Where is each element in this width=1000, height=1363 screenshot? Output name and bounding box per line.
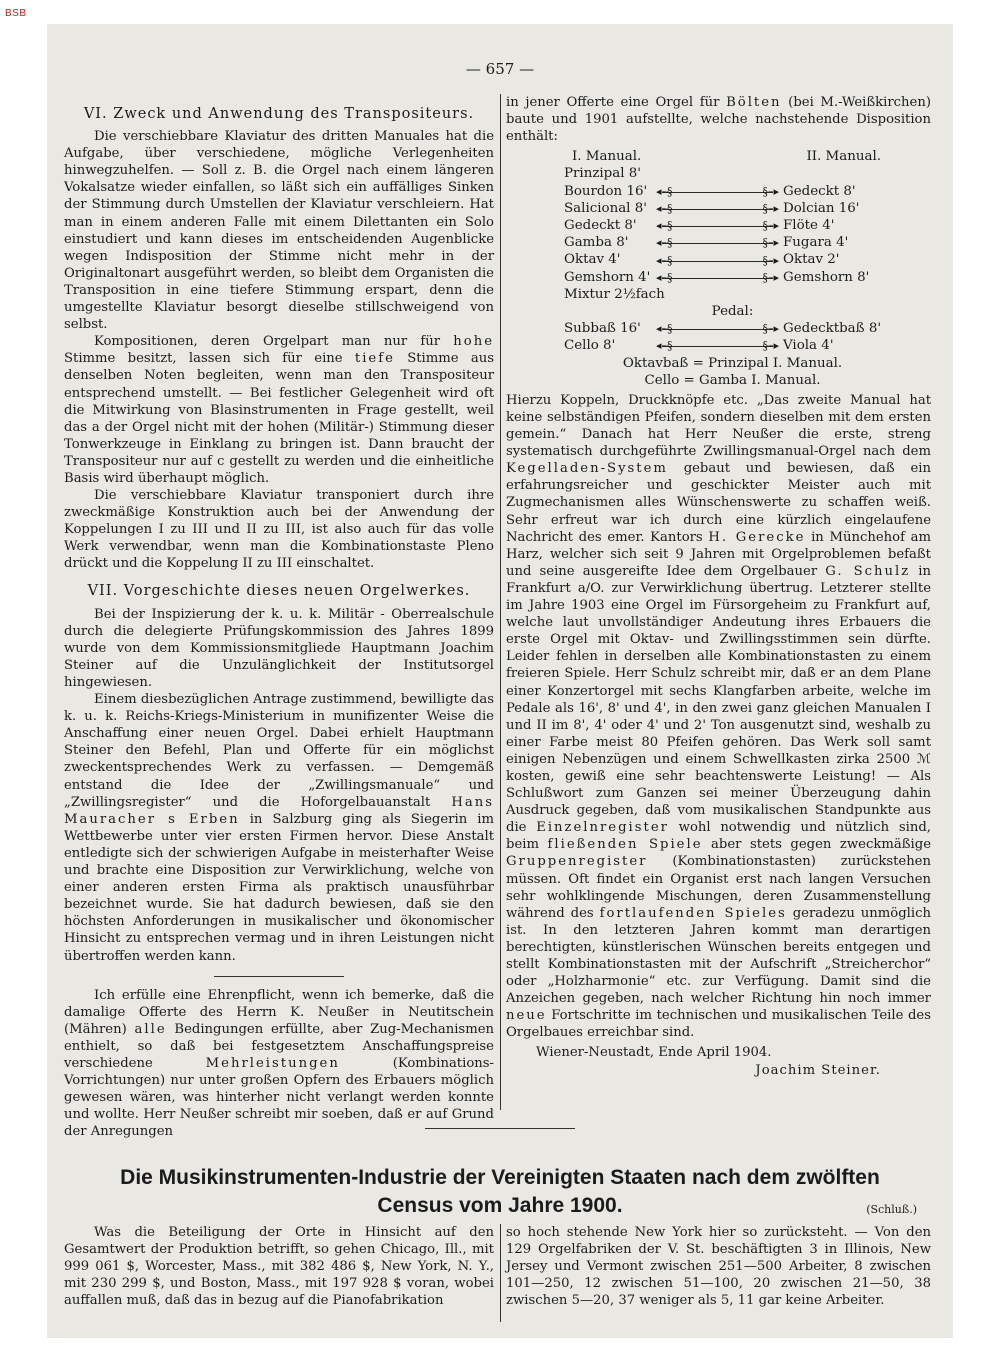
- emph-alle: alle: [134, 1021, 167, 1037]
- article2-left-column: [64, 1224, 494, 1309]
- stop-pair: Bourdon 16' ◂–§ §–▸ Gedeckt 8': [564, 183, 856, 199]
- firm-name: Hans Mauracher s Erben: [64, 794, 494, 827]
- stop-pair: Subbaß 16' ◂–§ §–▸ Gedecktbaß 8': [564, 321, 882, 337]
- paragraph: Hierzu Koppeln, Druckknöpfe etc. „Das zweite Manual hat keine selbständigen Pfeifen, sondern dieselben mit dem ersten gemein.“ Danach hat Herr Neußer die erste, streng systematisch durchgeführte Zwillingsmanual-Orgel nach dem Kegelladen-System gebaut und bewiesen, daß ein erfahrungsreicher und geschickter Meister auch mit Zugmechanismen alles Wünschenswerte zu schaffen weiß. Sehr erfreut war ich durch eine kürzlich eingelaufene Nachricht des emer. Kantors H. Gerecke in Münchehof am Harz, welcher sich seit 9 Jahren mit Orgelproblemen befaßt und seine ausgereifte Idee dem Orgelbauer G. Schulz in Frankfurt a/O. zur Verwirklichung übertrug. Letzterer stellte im Jahre 1903 eine Orgel im Fürsorgeheim zu Frankfurt auf, welche laut unvollständiger Andeutung ihres Erbauers die erste Orgel mit Oktav- und Zwillingsstimmen sein dürfte. Leider fehlen in derselben alle Kombinationstasten zu einem freieren Spiele. Herr Schulz schreibt mir, daß er an dem Plane einer Konzertorgel mit sechs Klangfarben arbeite, welche im Pedale als 16', 8' und 4', in den zwei ganz gleichen Manualen I und II im 8', 4' oder 4' und 2' Ton ausgenutzt sind, weshalb zu einer Farbe meist 80 Pfeifen gehören. Das Werk soll samt einigen Nebenzügen und einem Schwellkasten zirka 2500 ℳ kosten, gewiß eine sehr beachtenswerte Leistung! — Als Schlußwort zum Ganzen sei meiner Überzeugung dahin Ausdruck gegeben, daß vom musikalischen Standpunkte aus die Einzelnregister wohl notwendig und nützlich sind, beim fließenden Spiele aber stets gegen zweckmäßige Gruppenregister (Kombinationstasten) zurückstehen müssen. Oft findet ein Organist erst nach langen Versuchen sehr wohlklingende Mischungen, deren Zusammenstellung während des fortlaufenden Spieles geradezu unmöglich ist. In den letzteren Jahren kommt man derartigen berechtigten, künstlerischen Wünschen bereits entgegen und stellt Kombinationstasten mit der Aufschrift „Streicherchor“ oder „Holzharmonie“ etc. zur Verfügung. Damit sind die Anzeichen gegeben, nach welcher Richtung hin noch immer neue Fortschritte im technischen und musikalischen Teile des Orgelbaues erreichbar sind.: [506, 392, 931, 1041]
- library-stamp: BSB: [5, 8, 27, 19]
- paragraph: Kompositionen, deren Orgelpart man nur für hohe Stimme besitzt, lassen sich für eine tiefe Stimme aus denselben Noten begleiten, wenn man den Transpositeur entsprechend umstellt. — Bei festlicher Gelegenheit wird oft die Mitwirkung von Blasinstrumenten in Frage gestellt, weil das a der Orgel nicht mit der hohen (Militär-) Stimmung dieser Tonwerkzeuge in Einklang zu bringen ist. Dann braucht der Transpositeur nur auf c gestellt zu werden und die einheitliche Basis wird überhaupt möglich.: [64, 334, 494, 486]
- paragraph: so hoch stehende New York hier so zurücksteht. — Von den 129 Orgelfabriken der V. St. beschäftigten 3 in Illinois, New Jersey und Vermont zwischen 251—500 Arbeiter, 8 zwischen 101—250, 12 zwischen 51—100, 20 zwischen 21—50, 38 zwischen 5—20, 37 weniger als 5, 11 gar keine Arbeiter.: [506, 1225, 931, 1309]
- equivalence-1: Oktavbaß = Prinzipal I. Manual.: [622, 355, 843, 371]
- emph-tiefe: tiefe: [354, 351, 395, 367]
- paragraph: Einem diesbezüglichen Antrage zustimmend, bewilligte das k. u. k. Reichs-Kriegs-Ministerium in munifizenter Weise die Anschaffung einer neuen Orgel. Dabei erhielt Hauptmann Steiner den Befehl, Plan und Offerte für ein möglichst zweckentsprechendes Werk zu verfassen. — Demgemäß entstand die Idee der „Zwillingsmanuale“ und „Zwillingsregister“ und die Hoforgelbauanstalt Hans Mauracher s Erben in Salzburg ging als Siegerin im Wettbewerbe unter vier ersten Firmen hervor. Diese Anstalt entledigte sich der schwierigen Aufgabe in meisterhafter Weise und brachte eine Disposition zur Verwirklichung, welche von einer anderen ersten Firma als praktisch unausführbar bezeichnet wurde. Sie hat dadurch bewiesen, daß sie den höchsten Anforderungen in musikalischer und ökonomischer Hinsicht zu entsprechen vermag und in ihren Leistungen nicht übertroffen werden kann.: [64, 692, 494, 964]
- manual-i-title: I. Manual.: [572, 149, 642, 165]
- paragraph: Bei der Inspizierung der k. u. k. Militär - Oberrealschule durch die delegierte Prüfungskommission des Jahres 1899 wurde von dem Kommissionsmitgliede Hauptmann Joachim Steiner auf die Unzulänglichkeit der Institutsorgel hingewiesen.: [64, 606, 494, 690]
- stop-pair: Gedeckt 8' ◂–§ §–▸ Flöte 4': [564, 218, 835, 234]
- equivalence-2: Cello = Gamba I. Manual.: [644, 372, 821, 388]
- schluss-note: (Schluß.): [866, 1203, 917, 1216]
- paragraph: Was die Beteiligung der Orte in Hinsicht auf den Gesamtwert der Produktion betrifft, so gehen Chicago, Ill., mit 999 061 $, Worcester, Mass., mit 382 486 $, New York, N. Y., mit 230 299 $, und Boston, Mass., mit 197 928 $ voran, wobei auffallen muß, daß das in bezug auf die Pianofabrikation: [64, 1225, 494, 1309]
- paragraph: Die verschiebbare Klaviatur transponiert durch ihre zweckmäßige Konstruktion auch bei der Anwendung der Koppelungen I zu III und II zu III, ist also auch für das volle Werk verwendbar, wenn man die Kombinationstaste Pleno drückt und die Koppelung II zu III einschaltet.: [64, 488, 494, 572]
- coupling-arrow: ◂–§ §–▸: [656, 270, 779, 284]
- stop-prinzipal: Prinzipal 8': [564, 166, 641, 182]
- section-divider: [425, 1128, 575, 1129]
- coupling-arrow: ◂–§ §–▸: [656, 236, 779, 250]
- place-boelten: Bölten: [726, 95, 782, 110]
- coupling-arrow: ◂–§ §–▸: [656, 253, 779, 267]
- organ-disposition: [564, 148, 901, 389]
- emph-mehrleistungen: Mehrleistungen: [205, 1055, 340, 1071]
- coupling-arrow: ◂–§ §–▸: [656, 339, 779, 353]
- signature: Joachim Steiner.: [755, 1062, 881, 1078]
- right-column: [506, 94, 931, 1079]
- coupling-arrow: ◂–§ §–▸: [656, 201, 779, 215]
- manual-ii-title: II. Manual.: [806, 149, 881, 165]
- heading-section-vii: VII. Vorgeschichte dieses neuen Orgelwerkes.: [87, 582, 471, 599]
- page-number: — 657 —: [465, 60, 535, 78]
- stop-pair: Cello 8' ◂–§ §–▸ Viola 4': [564, 338, 834, 354]
- stop-pair: Gemshorn 4' ◂–§ §–▸ Gemshorn 8': [564, 269, 870, 285]
- paragraph: Ich erfülle eine Ehrenpflicht, wenn ich bemerke, daß die damalige Offerte des Herrn K. Neußer in Neutitschein (Mähren) alle Bedingungen erfüllte, aber Zug-Mechanismen enthielt, so daß bei festgesetztem Anschaffungspreise verschiedene Mehrleistungen (Kombinations-Vorrichtungen) nur unter großen Opfern des Erbauers möglich gewesen wären, was hinterher nicht verlangt werden konnte und wollte. Herr Neußer schreibt mir soeben, daß er auf Grund der Anregungen: [64, 987, 494, 1140]
- article2-right-column: [506, 1224, 931, 1309]
- pedal-title: Pedal:: [711, 303, 754, 319]
- left-column: [64, 106, 494, 1140]
- column-rule: [500, 94, 501, 1110]
- stop-pair: Gamba 8' ◂–§ §–▸ Fugara 4': [564, 235, 849, 251]
- heading-section-vi: VI. Zweck und Anwendung des Transpositeurs.: [83, 106, 475, 122]
- coupling-arrow: ◂–§ §–▸: [656, 322, 779, 336]
- stop-mixtur: Mixtur 2½fach: [564, 286, 665, 302]
- emph-hohe: hohe: [453, 334, 494, 350]
- paragraph: in jener Offerte eine Orgel für Bölten (bei M.-Weißkirchen) baute und 1901 aufstellte, welche nachstehende Disposition enthält:: [506, 95, 931, 145]
- coupling-arrow: ◂–§ §–▸: [656, 219, 779, 233]
- article-headline: Die Musikinstrumenten-Industrie der Vereinigten Staaten nach dem zwölften Census vom Jahre 1900. (Schluß.): [47, 1164, 953, 1220]
- stop-pair: Salicional 8' ◂–§ §–▸ Dolcian 16': [564, 200, 860, 216]
- stop-pair: Oktav 4' ◂–§ §–▸ Oktav 2': [564, 252, 840, 268]
- dateline: Wiener-Neustadt, Ende April 1904.: [536, 1045, 772, 1061]
- column-rule: [500, 1224, 501, 1322]
- scanned-page: [47, 24, 953, 1338]
- coupling-arrow: ◂–§ §–▸: [656, 184, 779, 198]
- paragraph: Die verschiebbare Klaviatur des dritten Manuales hat die Aufgabe, über verschiedene, mögliche Verlegenheiten hinwegzuhelfen. — Soll z. B. die Orgel nach einem längeren Vokalsatze wieder einfallen, so läßt sich ein auffälliges Sinken der Stimmung durch Umstellen der Klaviatur verschleiern. Hat man in einem anderen Falle mit einem Dilettanten ein Solo einstudiert und kann dieses im entscheidenden Augenblicke wegen Indisposition der Stimme nicht mehr in der Originaltonart ausgeführt werden, so bleibt dem Organisten die Transposition in eine tiefere Stimmung erspart, denn die umgestellte Klaviatur besorgt dieselbe stillschweigend von selbst.: [64, 129, 494, 333]
